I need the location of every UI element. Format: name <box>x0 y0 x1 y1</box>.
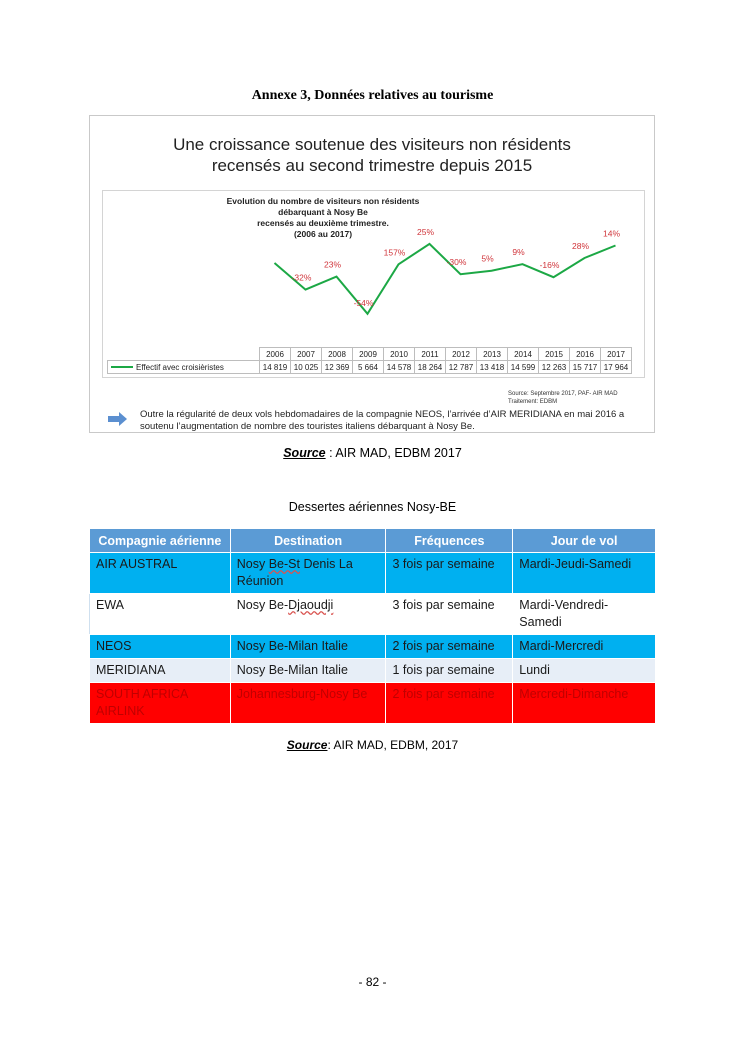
destination-part: Nosy Be-Milan Italie <box>236 639 348 653</box>
days-cell: Lundi <box>513 659 656 683</box>
company-cell: SOUTH AFRICA AIRLINK <box>90 683 231 724</box>
tourism-figure <box>89 115 655 433</box>
data-label-2014: 14 599 <box>508 361 539 374</box>
company-cell: AIR AUSTRAL <box>90 553 231 594</box>
destination-part: Nosy Be-Milan Italie <box>236 663 348 677</box>
header-destination: Destination <box>230 529 386 553</box>
tick-label-2016: 2016 <box>570 348 601 361</box>
figure-headline-line2: recensés au second trimestre depuis 2015 <box>211 156 533 175</box>
destination-part: Djaoudji <box>288 598 334 612</box>
table-row <box>90 659 656 683</box>
company-cell: EWA <box>90 594 231 635</box>
source-text-2: : AIR MAD, EDBM, 2017 <box>327 738 459 752</box>
tick-label-2013: 2013 <box>477 348 508 361</box>
figure-source-note <box>508 390 618 406</box>
days-cell: Mardi-Mercredi <box>513 635 656 659</box>
figure-headline-line1: Une croissance soutenue des visiteurs non résidents <box>173 135 571 154</box>
destination-cell <box>230 659 386 683</box>
flights-table <box>89 528 656 724</box>
destination-part: Johannesburg-Nosy Be <box>236 687 368 701</box>
tick-label-2011: 2011 <box>415 348 446 361</box>
data-label-2008: 12 369 <box>322 361 353 374</box>
growth-label-2009: -54% <box>353 297 374 308</box>
header-days: Jour de vol <box>513 529 656 553</box>
destination-cell <box>230 594 386 635</box>
tick-label-2015: 2015 <box>539 348 570 361</box>
dessertes-title: Dessertes aériennes Nosy-BE <box>288 500 457 514</box>
legend-line-icon <box>111 366 133 368</box>
data-label-2009: 5 664 <box>353 361 384 374</box>
destination-part: Nosy <box>236 557 269 571</box>
growth-label-2017: 14% <box>602 228 621 239</box>
frequency-cell: 2 fois par semaine <box>386 683 513 724</box>
data-label-2010: 14 578 <box>384 361 415 374</box>
right-arrow-icon <box>108 412 128 426</box>
data-label-2006: 14 819 <box>260 361 291 374</box>
tick-label-2006: 2006 <box>260 348 291 361</box>
series-line <box>275 244 616 314</box>
data-label-2011: 18 264 <box>415 361 446 374</box>
data-label-2016: 15 717 <box>570 361 601 374</box>
tick-label-2009: 2009 <box>353 348 384 361</box>
page-number: - 82 - <box>358 975 387 989</box>
chart-years-row <box>108 348 632 361</box>
growth-label-2013: 5% <box>481 253 494 264</box>
source-line-2 <box>0 738 745 752</box>
data-label-2013: 13 418 <box>477 361 508 374</box>
frequency-cell: 3 fois par semaine <box>386 594 513 635</box>
data-label-2017: 17 964 <box>601 361 632 374</box>
destination-part: Denis La Réunion <box>236 557 353 588</box>
series-legend <box>108 361 260 374</box>
data-label-2015: 12 263 <box>539 361 570 374</box>
days-cell: Mercredi-Dimanche <box>513 683 656 724</box>
company-cell: MERIDIANA <box>90 659 231 683</box>
flights-header-row <box>90 529 656 553</box>
tick-label-2014: 2014 <box>508 348 539 361</box>
destination-part: Be-St <box>268 557 300 571</box>
figure-source-line2: Traitement: EDBM <box>508 399 558 405</box>
growth-label-2014: 9% <box>512 247 525 258</box>
growth-label-2016: 28% <box>571 241 590 251</box>
table-row <box>90 553 656 594</box>
series-name: Effectif avec croisièristes <box>136 362 224 372</box>
days-cell: Mardi-Vendredi-Samedi <box>513 594 656 635</box>
tick-label-2007: 2007 <box>291 348 322 361</box>
growth-label-2015: -16% <box>539 260 560 271</box>
table-row <box>90 635 656 659</box>
days-cell: Mardi-Jeudi-Samedi <box>513 553 656 594</box>
tick-label-2017: 2017 <box>601 348 632 361</box>
source-label-2: Source <box>286 738 328 752</box>
chart-values-row <box>108 361 632 374</box>
data-label-2012: 12 787 <box>446 361 477 374</box>
data-label-2007: 10 025 <box>291 361 322 374</box>
destination-cell <box>230 635 386 659</box>
tick-label-2010: 2010 <box>384 348 415 361</box>
table-row <box>90 683 656 724</box>
growth-label-2008: 23% <box>323 259 342 270</box>
growth-label-2010: 157% <box>383 247 406 258</box>
visitors-chart <box>102 190 645 378</box>
growth-label-2007: -32% <box>291 272 312 283</box>
destination-cell <box>230 553 386 594</box>
table-corner <box>108 348 260 361</box>
chart-title-line1: Evolution du nombre de visiteurs non résidents débarquant à Nosy Be <box>226 196 420 217</box>
table-row <box>90 594 656 635</box>
chart-data-table <box>107 347 632 374</box>
frequency-cell: 1 fois par semaine <box>386 659 513 683</box>
chart-title-line3: (2006 au 2017) <box>293 229 353 239</box>
tick-label-2012: 2012 <box>446 348 477 361</box>
source-label: Source <box>283 446 326 460</box>
annexe-title: Annexe 3, Données relatives au tourisme <box>251 88 494 103</box>
frequency-cell: 2 fois par semaine <box>386 635 513 659</box>
growth-label-2012: -30% <box>446 257 467 268</box>
source-text: : AIR MAD, EDBM 2017 <box>325 446 462 460</box>
header-frequency: Fréquences <box>386 529 513 553</box>
figure-headline <box>90 134 654 176</box>
frequency-cell: 3 fois par semaine <box>386 553 513 594</box>
destination-cell <box>230 683 386 724</box>
header-company: Compagnie aérienne <box>90 529 231 553</box>
destination-part: Nosy Be- <box>236 598 289 612</box>
growth-label-2011: 25% <box>416 226 435 237</box>
tick-label-2008: 2008 <box>322 348 353 361</box>
source-line <box>0 446 745 460</box>
company-cell: NEOS <box>90 635 231 659</box>
figure-source-line1: Source: Septembre 2017, PAF- AIR MAD <box>508 391 618 397</box>
figure-note: Outre la régularité de deux vols hebdomadaires de la compagnie NEOS, l’arrivée d’AIR MERIDIANA en mai 2016 a soutenu l’augmentation de nombre des touristes italiens débarquant à Nosy Be. <box>140 409 625 432</box>
chart-title-line2: recensés au deuxième trimestre. <box>257 218 389 228</box>
